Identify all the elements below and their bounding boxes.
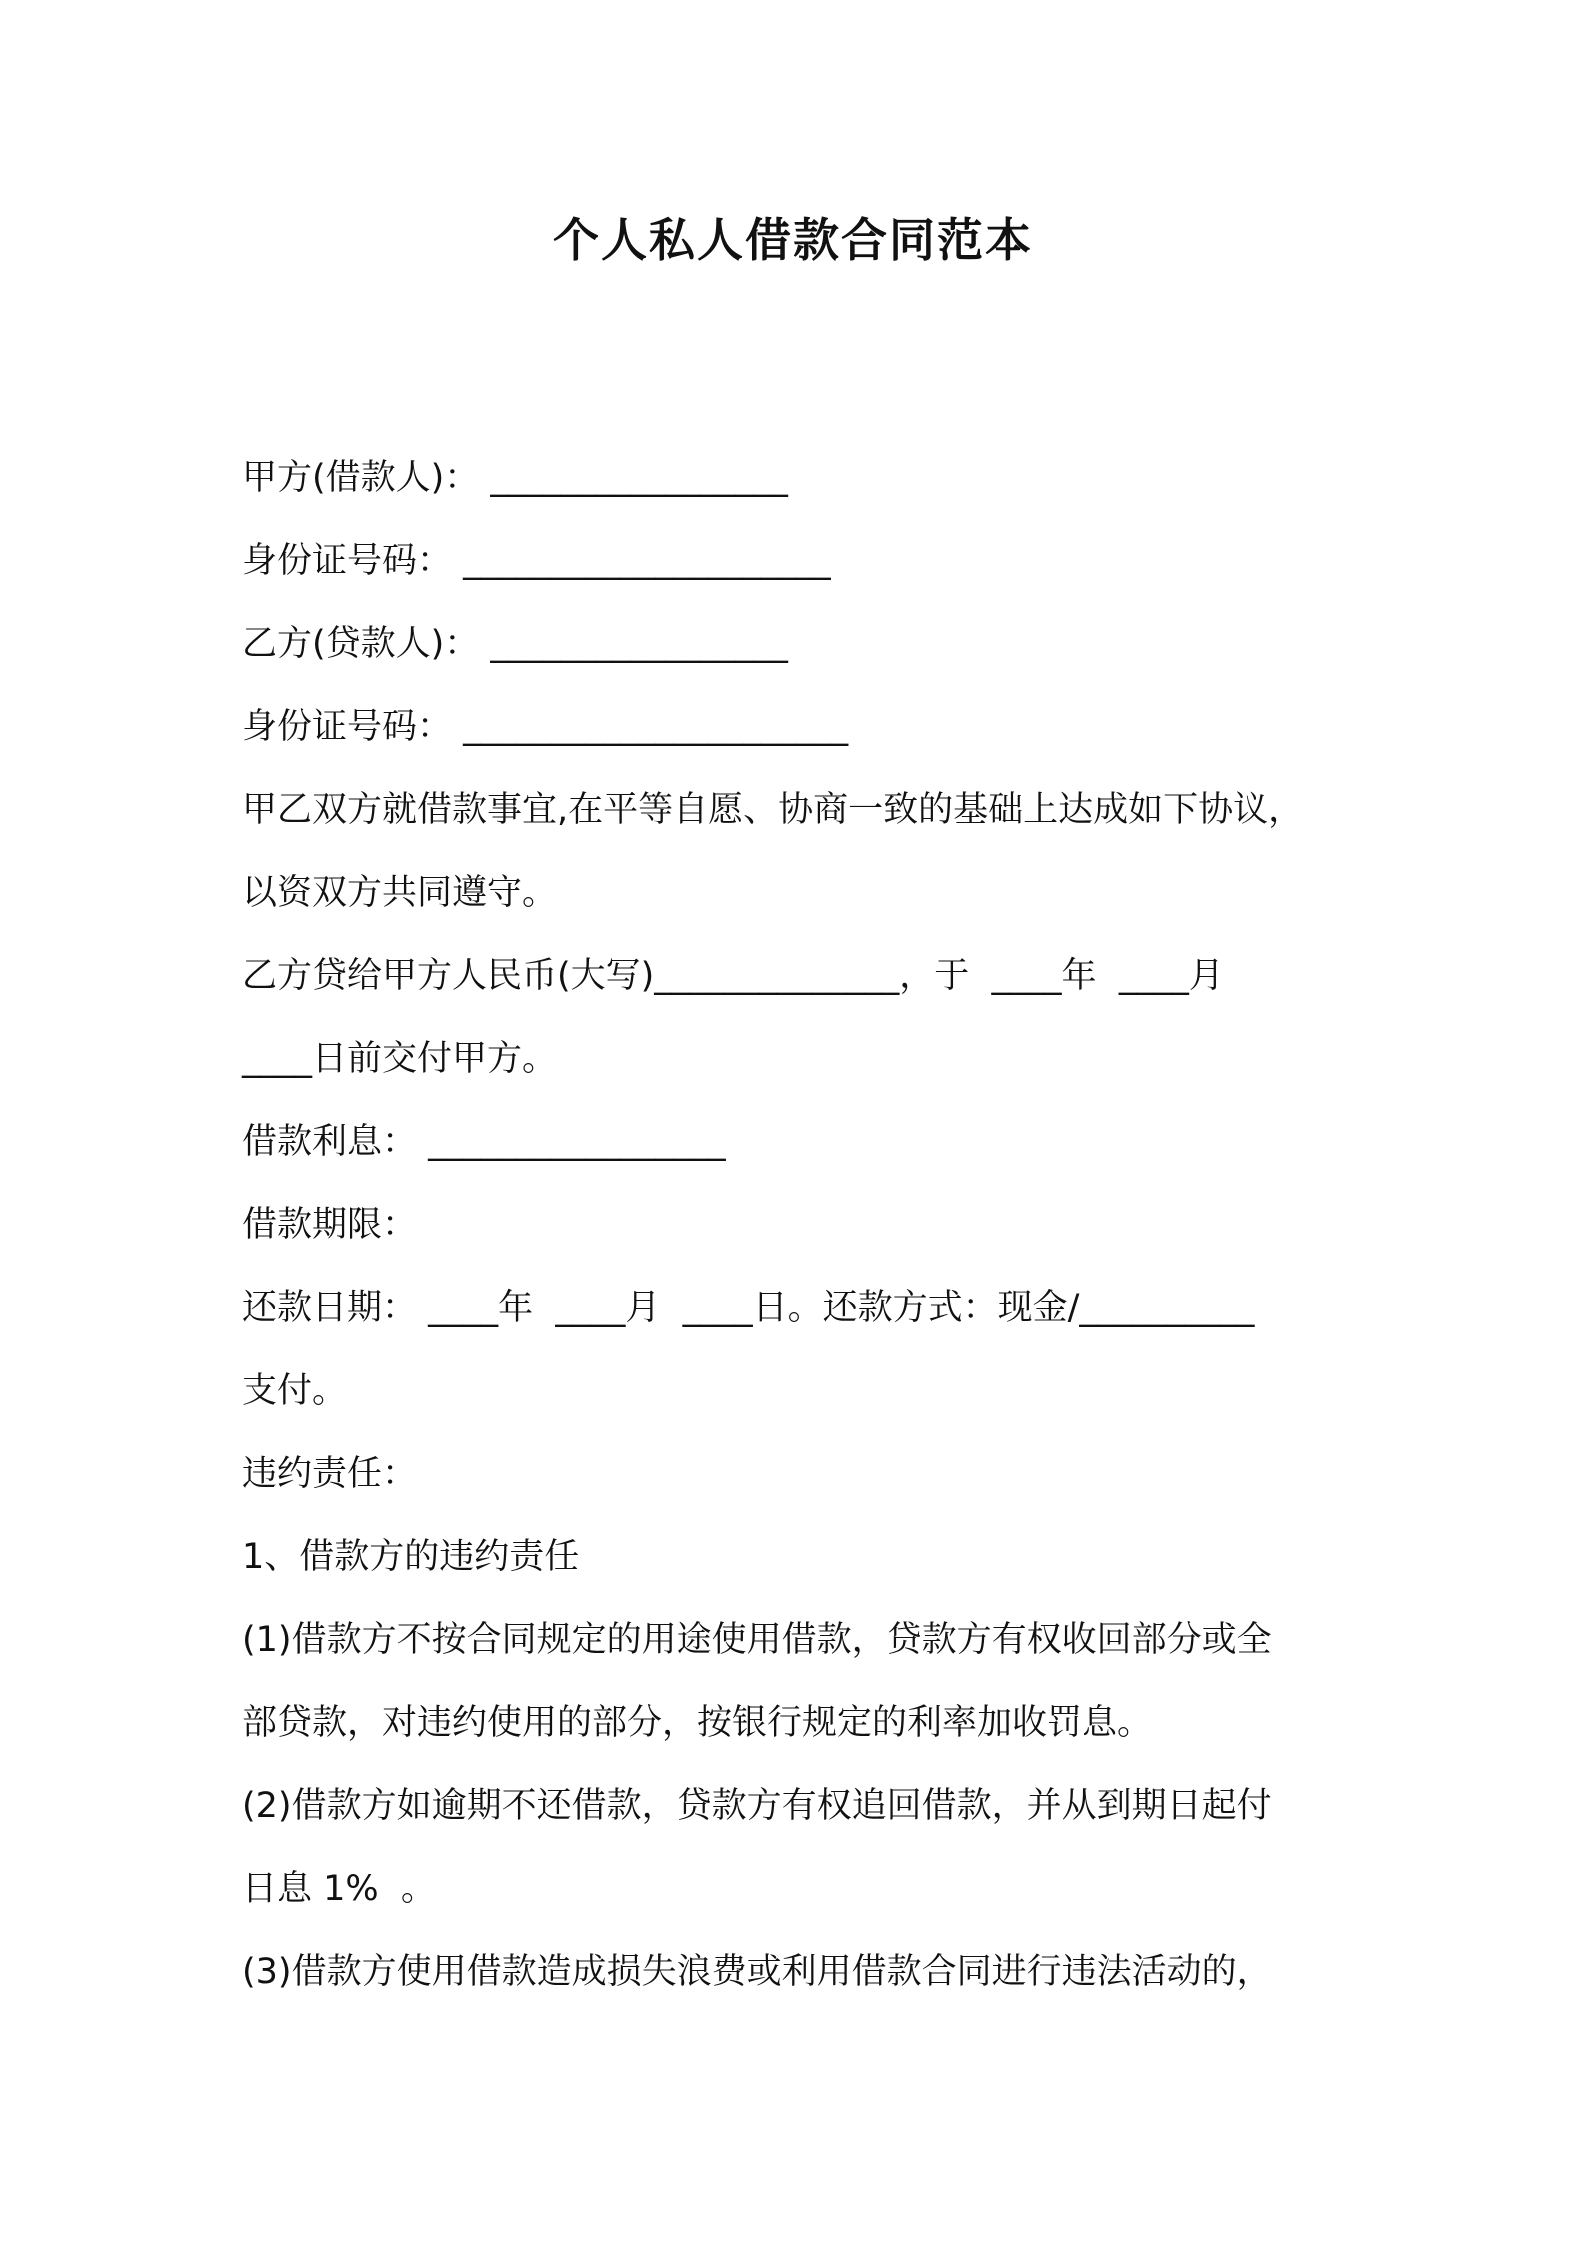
party-a-line: 甲方(借款人)： _________________ [242,458,788,498]
loan-amount-line-1: 乙方贷给甲方人民币(大写)______________，于 ____年 ____月 [242,956,1224,996]
repayment-date-line-1: 还款日期： ____年 ____月 ____日。还款方式：现金/__________ [242,1288,1255,1328]
clause-1-line-2: 部贷款，对违约使用的部分，按银行规定的利率加收罚息。 [242,1703,1153,1743]
loan-term-line: 借款期限： [242,1205,418,1245]
breach-liability-heading: 违约责任： [242,1454,418,1494]
clause-2-line-1: (2)借款方如逾期不还借款，贷款方有权追回借款，并从到期日起付 [242,1786,1272,1826]
borrower-breach-heading: 1、借款方的违约责任 [242,1537,580,1577]
repayment-date-line-2: 支付。 [242,1371,348,1411]
party-a-id-line: 身份证号码： _____________________ [242,541,831,581]
clause-1-line-1: (1)借款方不按合同规定的用途使用借款，贷款方有权收回部分或全 [242,1620,1272,1660]
agreement-intro-line-2: 以资双方共同遵守。 [242,873,558,913]
loan-interest-line: 借款利息： _________________ [242,1122,726,1162]
party-b-id-line: 身份证号码： ______________________ [242,707,849,747]
document-title: 个人私人借款合同范本 [553,213,1033,267]
document-body [242,450,1362,2027]
party-b-line: 乙方(贷款人)： _________________ [242,624,788,664]
loan-amount-line-2: ____日前交付甲方。 [242,1039,558,1079]
agreement-intro-line-1: 甲乙双方就借款事宜,在平等自愿、协商一致的基础上达成如下协议， [242,790,1304,830]
clause-2-line-2: 日息 1% 。 [242,1869,436,1909]
clause-3-line-1: (3)借款方使用借款造成损失浪费或利用借款合同进行违法活动的， [242,1952,1272,1992]
